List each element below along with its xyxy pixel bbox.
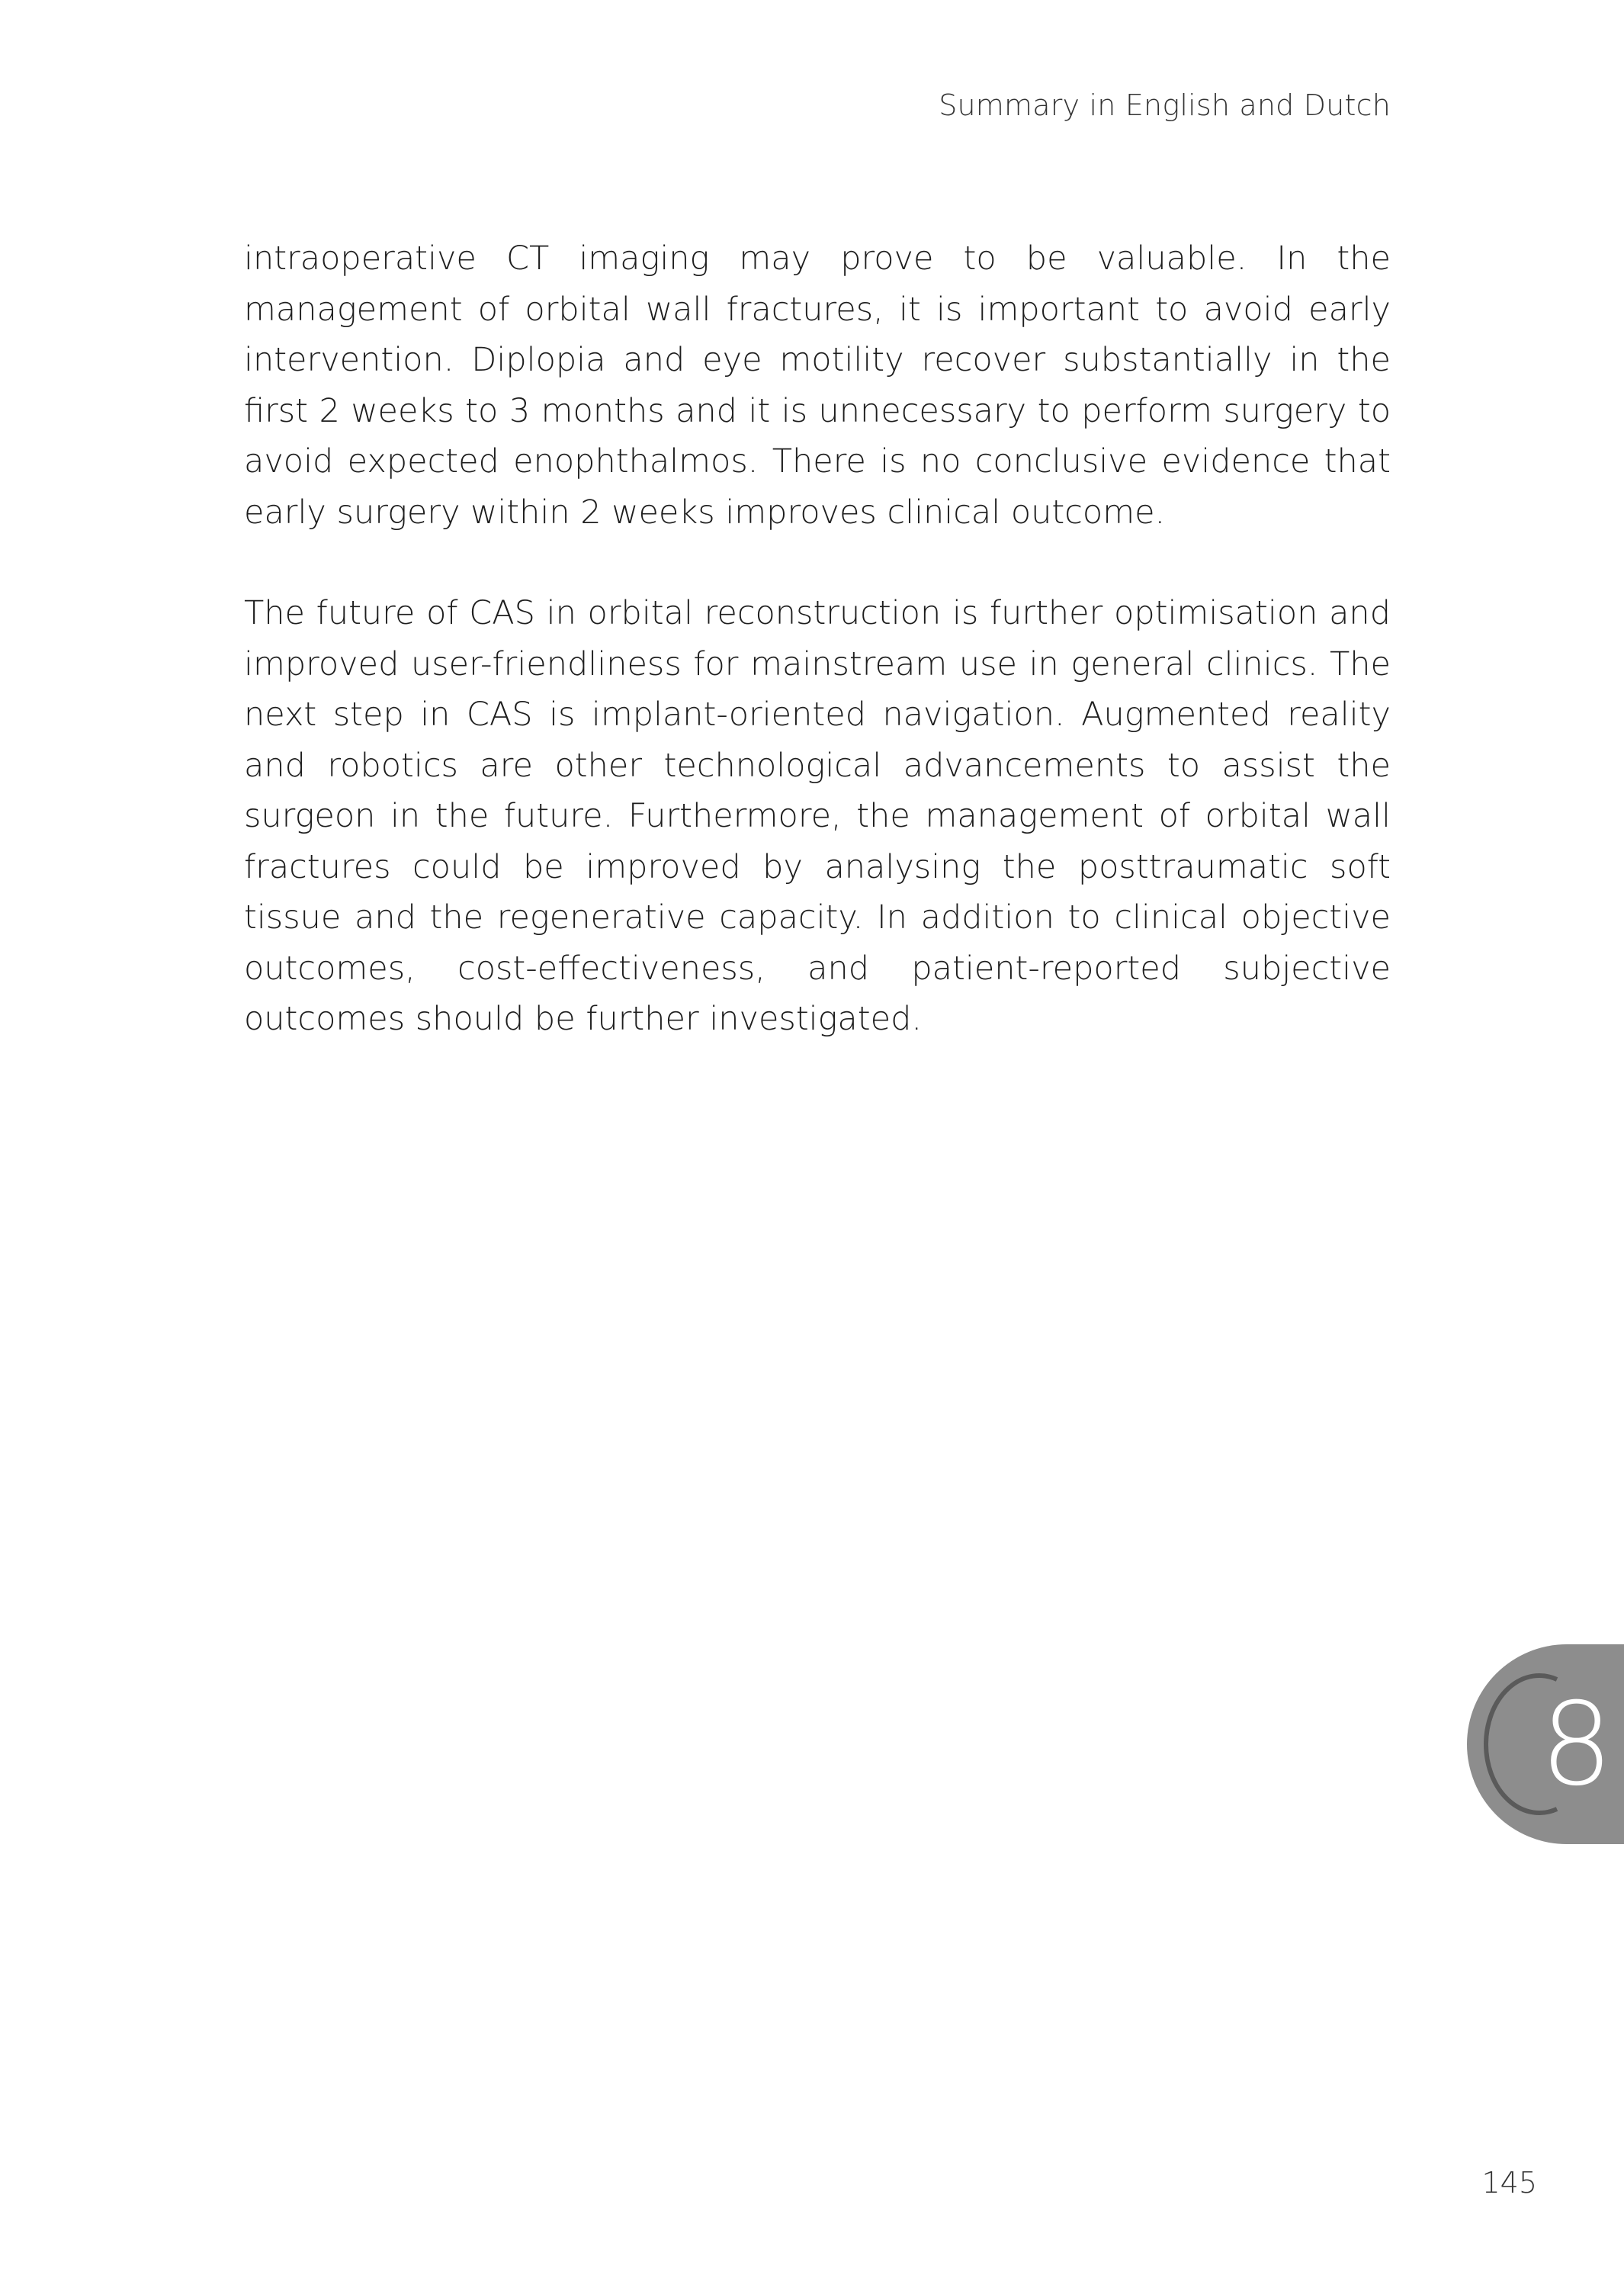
paragraph-1: intraoperative CT imaging may prove to be valuable. In the management of orbital wall fractures, it is important to avoid early intervention. Diplopia and eye motility recover substantially in the first 2 weeks to 3 months and it is unnecessary to perform surgery to avoid expected enophthalmos. There is no conclusive evidence that early surgery within 2 weeks improves clinical outcome.	[244, 239, 1391, 532]
body-text	[244, 233, 1391, 1045]
running-header: Summary in English and Dutch	[939, 88, 1391, 122]
page-number: 145	[1481, 2166, 1537, 2200]
chapter-number: 8	[1540, 1679, 1613, 1811]
paragraph-2: The future of CAS in orbital reconstruction is further optimisation and improved user-friendliness for mainstream use in general clinics. The next step in CAS is implant-oriented navigation. Augmented reality and robotics are other technological advancements to assist the surgeon in the future. Furthermore, the management of orbital wall fractures could be improved by analysing the posttraumatic soft tissue and the regenerative capacity. In addition to clinical objective outcomes, cost-effectiveness, and patient-reported subjective outcomes should be further investigated.	[244, 594, 1391, 1038]
